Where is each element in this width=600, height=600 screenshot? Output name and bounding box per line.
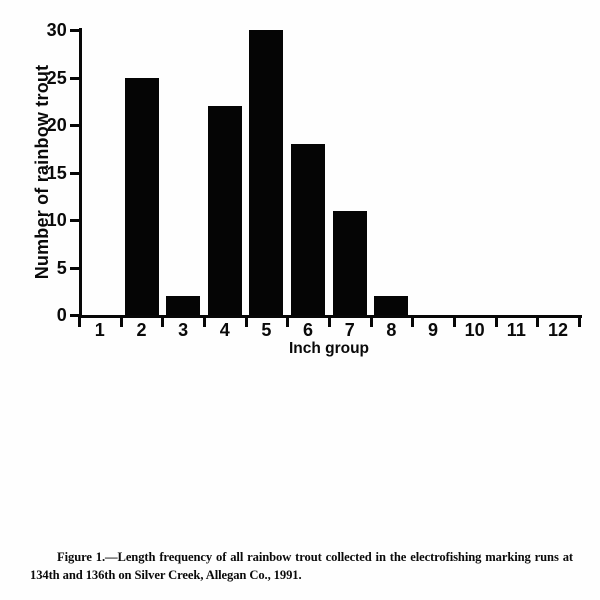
bar-inch-group-3 <box>166 296 200 315</box>
y-tick-label: 15 <box>46 162 67 183</box>
y-tick-label: 30 <box>46 20 67 40</box>
y-tick-mark <box>70 124 79 127</box>
x-tick-label: 4 <box>219 320 230 340</box>
y-tick-mark <box>70 77 79 80</box>
x-axis-title: Inch group <box>288 340 370 357</box>
x-tick-label: 3 <box>178 320 189 340</box>
x-tick-label: 10 <box>464 320 485 340</box>
y-tick-mark <box>70 219 79 222</box>
x-tick-label: 12 <box>547 320 568 340</box>
x-tick-label: 5 <box>261 320 272 340</box>
bar-inch-group-4 <box>208 106 242 315</box>
bar-inch-group-6 <box>291 144 325 315</box>
x-tick-label: 1 <box>94 320 105 340</box>
x-tick-label: 6 <box>303 320 314 340</box>
y-tick-label: 10 <box>46 210 67 230</box>
y-axis-title: Number of rainbow trout <box>32 64 52 280</box>
y-tick-mark <box>70 267 79 270</box>
y-axis-line <box>79 28 82 318</box>
x-tick-label: 11 <box>506 320 526 340</box>
y-tick-label: 5 <box>56 257 67 278</box>
y-tick-mark <box>70 172 79 175</box>
y-tick-label: 0 <box>56 305 67 325</box>
x-tick-label: 8 <box>386 320 397 340</box>
x-tick-label: 9 <box>428 320 439 340</box>
bar-inch-group-2 <box>125 78 159 316</box>
y-tick-mark <box>70 29 79 32</box>
x-tick-label: 2 <box>136 320 147 340</box>
x-tick-label: 7 <box>344 320 355 340</box>
bar-inch-group-8 <box>374 296 408 315</box>
bar-inch-group-5 <box>249 30 283 315</box>
bar-inch-group-7 <box>333 211 367 316</box>
figure-caption: Figure 1.—Length frequency of all rainbow trout collected in the electrofishing marking runs at 134th and 136th on Silver Creek, Allegan Co., 1991. <box>30 550 573 582</box>
y-tick-label: 25 <box>46 67 67 88</box>
x-tick-mark <box>578 315 581 327</box>
y-tick-label: 20 <box>46 115 67 135</box>
